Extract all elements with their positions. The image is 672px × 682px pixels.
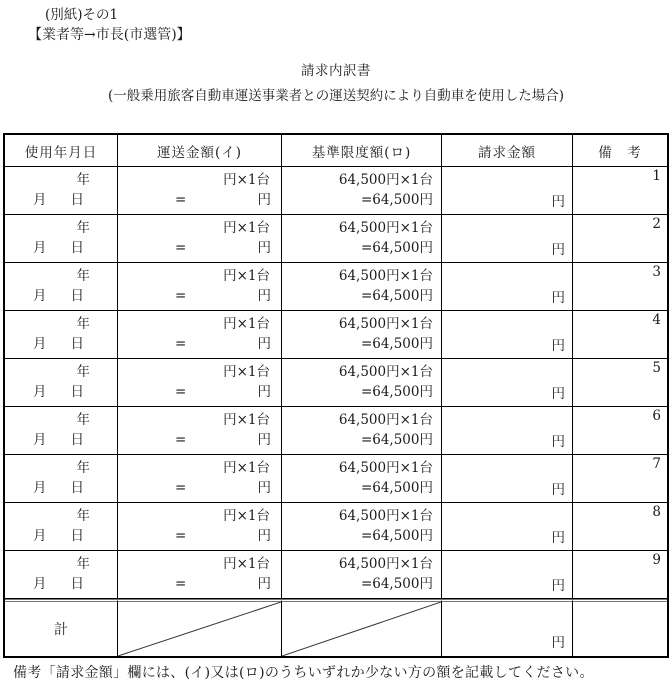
remark-cell	[573, 359, 667, 407]
yen-unit-label: 円	[257, 480, 271, 496]
equals-sign: =	[175, 384, 187, 400]
claim-amount-cell	[442, 167, 573, 215]
day-label: 日	[70, 240, 84, 256]
limit-result-line: =64,500円	[360, 480, 433, 496]
transport-formula-line: 円×1台	[223, 556, 270, 572]
row-number: 4	[652, 312, 661, 328]
row-number: 8	[652, 504, 661, 520]
diagonal-line-icon	[282, 602, 441, 656]
transport-formula-line: 円×1台	[223, 172, 270, 188]
remark-cell	[573, 215, 667, 263]
standard-limit-cell	[282, 551, 442, 599]
limit-result-line: =64,500円	[360, 432, 433, 448]
table-row	[5, 503, 667, 551]
limit-formula-line: 64,500円×1台	[338, 508, 433, 524]
usage-date-cell	[5, 551, 118, 599]
yen-unit-label: 円	[257, 432, 271, 448]
yen-unit-label: 円	[257, 528, 271, 544]
transport-formula-line: 円×1台	[223, 268, 270, 284]
equals-sign: =	[175, 528, 187, 544]
standard-limit-cell	[282, 263, 442, 311]
claim-amount-cell	[442, 215, 573, 263]
yen-unit-label: 円	[551, 338, 565, 354]
transport-amount-cell	[118, 215, 282, 263]
yen-unit-label: 円	[257, 288, 271, 304]
month-label: 月	[33, 432, 47, 448]
limit-result-line: =64,500円	[360, 288, 433, 304]
month-label: 月	[33, 240, 47, 256]
standard-limit-cell	[282, 407, 442, 455]
limit-formula-line: 64,500円×1台	[338, 172, 433, 188]
table-row	[5, 455, 667, 503]
transport-formula-line: 円×1台	[223, 364, 270, 380]
transport-formula-line: 円×1台	[223, 460, 270, 476]
header-standard-limit: 基準限度額(ロ)	[282, 135, 442, 167]
transport-amount-cell	[118, 263, 282, 311]
form-subtitle: (一般乗用旅客自動車運送事業者との運送契約により自動車を使用した場合)	[107, 88, 565, 104]
standard-limit-cell	[282, 503, 442, 551]
row-number: 7	[652, 456, 661, 472]
year-label: 年	[76, 412, 90, 428]
standard-limit-cell	[282, 455, 442, 503]
year-label: 年	[76, 460, 90, 476]
remark-cell	[573, 503, 667, 551]
limit-formula-line: 64,500円×1台	[338, 268, 433, 284]
month-label: 月	[33, 576, 47, 592]
month-label: 月	[33, 384, 47, 400]
transport-formula-line: 円×1台	[223, 412, 270, 428]
yen-unit-label: 円	[551, 194, 565, 210]
yen-unit-label: 円	[257, 240, 271, 256]
day-label: 日	[70, 528, 84, 544]
table-row	[5, 551, 667, 599]
limit-formula-line: 64,500円×1台	[338, 364, 433, 380]
year-label: 年	[76, 268, 90, 284]
equals-sign: =	[175, 240, 187, 256]
equals-sign: =	[175, 192, 187, 208]
day-label: 日	[70, 576, 84, 592]
equals-sign: =	[175, 288, 187, 304]
transport-amount-cell	[118, 407, 282, 455]
transport-amount-cell	[118, 167, 282, 215]
total-label: 計	[5, 599, 118, 656]
limit-result-line: =64,500円	[360, 528, 433, 544]
equals-sign: =	[175, 336, 187, 352]
transport-formula-line: 円×1台	[223, 316, 270, 332]
billing-breakdown-table	[3, 133, 669, 658]
remark-cell	[573, 551, 667, 599]
yen-unit-label: 円	[551, 482, 565, 498]
table-header-row	[5, 135, 667, 167]
day-label: 日	[70, 432, 84, 448]
limit-formula-line: 64,500円×1台	[338, 556, 433, 572]
limit-formula-line: 64,500円×1台	[338, 220, 433, 236]
day-label: 日	[70, 336, 84, 352]
claim-amount-cell	[442, 551, 573, 599]
row-number: 2	[652, 216, 661, 232]
yen-unit-label: 円	[551, 635, 565, 651]
standard-limit-cell	[282, 167, 442, 215]
header-transport-amount: 運送金額(イ)	[118, 135, 282, 167]
month-label: 月	[33, 288, 47, 304]
usage-date-cell	[5, 455, 118, 503]
transport-amount-cell	[118, 551, 282, 599]
table-row	[5, 359, 667, 407]
month-label: 月	[33, 192, 47, 208]
equals-sign: =	[175, 480, 187, 496]
remark-cell	[573, 167, 667, 215]
year-label: 年	[76, 316, 90, 332]
total-claim-cell	[442, 599, 573, 656]
header-claim-amount: 請求金額	[442, 135, 573, 167]
usage-date-cell	[5, 359, 118, 407]
claim-amount-cell	[442, 503, 573, 551]
diagonal-line-icon	[118, 602, 281, 656]
limit-result-line: =64,500円	[360, 576, 433, 592]
table-row	[5, 407, 667, 455]
equals-sign: =	[175, 576, 187, 592]
day-label: 日	[70, 288, 84, 304]
row-number: 9	[652, 552, 661, 568]
claim-amount-cell	[442, 311, 573, 359]
limit-result-line: =64,500円	[360, 384, 433, 400]
form-title: 請求内訳書	[301, 63, 371, 79]
recipient-note: 【業者等→市長(市選管)】	[28, 27, 191, 43]
yen-unit-label: 円	[551, 530, 565, 546]
year-label: 年	[76, 508, 90, 524]
total-row	[5, 599, 667, 656]
yen-unit-label: 円	[551, 434, 565, 450]
transport-amount-cell	[118, 311, 282, 359]
row-number: 5	[652, 360, 661, 376]
table-row	[5, 263, 667, 311]
limit-formula-line: 64,500円×1台	[338, 412, 433, 428]
yen-unit-label: 円	[551, 290, 565, 306]
yen-unit-label: 円	[551, 578, 565, 594]
claim-amount-cell	[442, 359, 573, 407]
year-label: 年	[76, 220, 90, 236]
table-row	[5, 311, 667, 359]
day-label: 日	[70, 384, 84, 400]
yen-unit-label: 円	[257, 384, 271, 400]
day-label: 日	[70, 192, 84, 208]
total-transport-cell	[118, 599, 282, 656]
usage-date-cell	[5, 167, 118, 215]
year-label: 年	[76, 364, 90, 380]
claim-amount-cell	[442, 407, 573, 455]
month-label: 月	[33, 480, 47, 496]
limit-result-line: =64,500円	[360, 192, 433, 208]
standard-limit-cell	[282, 311, 442, 359]
transport-amount-cell	[118, 503, 282, 551]
year-label: 年	[76, 556, 90, 572]
transport-amount-cell	[118, 359, 282, 407]
month-label: 月	[33, 528, 47, 544]
yen-unit-label: 円	[257, 576, 271, 592]
limit-result-line: =64,500円	[360, 336, 433, 352]
corner-note: (別紙)その1	[45, 7, 119, 23]
standard-limit-cell	[282, 215, 442, 263]
yen-unit-label: 円	[551, 242, 565, 258]
equals-sign: =	[175, 432, 187, 448]
usage-date-cell	[5, 263, 118, 311]
standard-limit-cell	[282, 359, 442, 407]
row-number: 3	[652, 264, 661, 280]
yen-unit-label: 円	[257, 336, 271, 352]
month-label: 月	[33, 336, 47, 352]
claim-amount-cell	[442, 455, 573, 503]
row-number: 6	[652, 408, 661, 424]
footer-note: 備考「請求金額」欄には、(イ)又は(ロ)のうちいずれか少ない方の額を記載してください。	[13, 665, 594, 681]
year-label: 年	[76, 172, 90, 188]
table-row	[5, 215, 667, 263]
day-label: 日	[70, 480, 84, 496]
limit-formula-line: 64,500円×1台	[338, 316, 433, 332]
usage-date-cell	[5, 215, 118, 263]
yen-unit-label: 円	[551, 386, 565, 402]
row-number: 1	[652, 168, 661, 184]
remark-cell	[573, 311, 667, 359]
remark-cell	[573, 455, 667, 503]
transport-formula-line: 円×1台	[223, 220, 270, 236]
table-row	[5, 167, 667, 215]
header-remarks: 備 考	[573, 135, 667, 167]
total-remark-cell	[573, 599, 667, 656]
transport-formula-line: 円×1台	[223, 508, 270, 524]
remark-cell	[573, 263, 667, 311]
limit-result-line: =64,500円	[360, 240, 433, 256]
yen-unit-label: 円	[257, 192, 271, 208]
transport-amount-cell	[118, 455, 282, 503]
header-usage-date: 使用年月日	[5, 135, 118, 167]
usage-date-cell	[5, 503, 118, 551]
table-body	[5, 167, 667, 599]
limit-formula-line: 64,500円×1台	[338, 460, 433, 476]
remark-cell	[573, 407, 667, 455]
claim-amount-cell	[442, 263, 573, 311]
usage-date-cell	[5, 407, 118, 455]
total-limit-cell	[282, 599, 442, 656]
usage-date-cell	[5, 311, 118, 359]
